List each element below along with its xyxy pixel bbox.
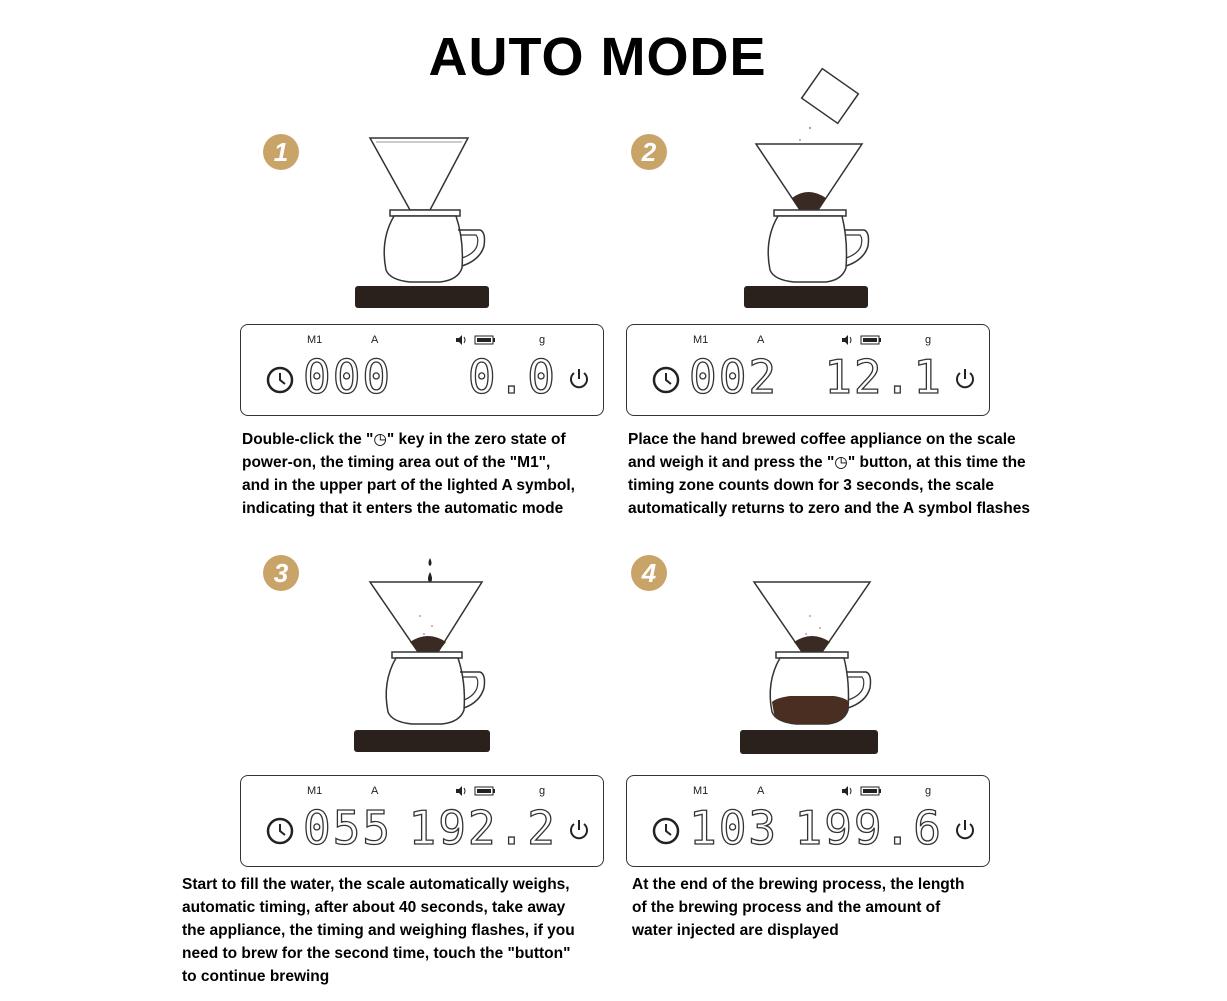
speaker-battery-icon bbox=[455, 784, 497, 798]
desc-line: the appliance, the timing and weighing flashes, if you bbox=[182, 922, 575, 939]
step-2-badge: 2 bbox=[631, 134, 667, 170]
auto-label: A bbox=[371, 785, 379, 797]
step-4-scale-display bbox=[626, 775, 990, 867]
step-1-scale-display bbox=[240, 324, 604, 416]
weight-digits: 192.2 bbox=[408, 801, 557, 855]
desc-line: to continue brewing bbox=[182, 968, 330, 985]
weight-digits: 0.0 bbox=[467, 350, 557, 404]
page-title: AUTO MODE bbox=[428, 27, 767, 87]
desc-line: Double-click the "◷" key in the zero state of bbox=[242, 431, 566, 448]
unit-label: g bbox=[539, 334, 546, 346]
step-2-description bbox=[628, 428, 1030, 520]
mode-label: M1 bbox=[307, 334, 323, 346]
step-3-description bbox=[182, 873, 575, 988]
speaker-battery-icon bbox=[841, 784, 883, 798]
step-3-badge: 3 bbox=[263, 555, 299, 591]
timer-digits: 103 bbox=[689, 801, 779, 855]
step-3-scale-display bbox=[240, 775, 604, 867]
unit-label: g bbox=[539, 785, 546, 797]
mode-label: M1 bbox=[693, 785, 709, 797]
step-4-description bbox=[632, 873, 964, 942]
auto-label: A bbox=[757, 785, 765, 797]
desc-line: At the end of the brewing process, the length bbox=[632, 876, 965, 893]
step-3-illustration bbox=[340, 556, 500, 756]
clock-icon bbox=[265, 365, 295, 395]
speaker-battery-icon bbox=[841, 333, 883, 347]
clock-icon bbox=[651, 365, 681, 395]
weight-digits: 12.1 bbox=[824, 350, 943, 404]
desc-line: indicating that it enters the automatic mode bbox=[242, 500, 564, 517]
step-2-illustration bbox=[730, 68, 880, 312]
desc-line: water injected are displayed bbox=[632, 922, 839, 939]
timer-digits: 000 bbox=[303, 350, 393, 404]
desc-line: need to brew for the second time, touch the "button" bbox=[182, 945, 571, 962]
power-icon bbox=[567, 367, 591, 391]
clock-icon bbox=[265, 816, 295, 846]
desc-line: automatic timing, after about 40 seconds, take away bbox=[182, 899, 566, 916]
step-2-scale-display bbox=[626, 324, 990, 416]
step-4-illustration bbox=[730, 576, 890, 758]
desc-line: Start to fill the water, the scale automatically weighs, bbox=[182, 876, 570, 893]
mode-label: M1 bbox=[693, 334, 709, 346]
desc-line: Place the hand brewed coffee appliance on the scale bbox=[628, 431, 1016, 448]
weight-digits: 199.6 bbox=[794, 801, 943, 855]
step-4-badge: 4 bbox=[631, 555, 667, 591]
step-1-badge: 1 bbox=[263, 134, 299, 170]
clock-icon bbox=[651, 816, 681, 846]
mode-label: M1 bbox=[307, 785, 323, 797]
unit-label: g bbox=[925, 334, 932, 346]
timer-digits: 002 bbox=[689, 350, 779, 404]
step-1-description bbox=[242, 428, 575, 520]
desc-line: of the brewing process and the amount of bbox=[632, 899, 941, 916]
step-1-illustration bbox=[340, 130, 500, 312]
desc-line: and weigh it and press the "◷" button, at this time the bbox=[628, 454, 1026, 471]
timer-digits: 055 bbox=[303, 801, 393, 855]
power-icon bbox=[567, 818, 591, 842]
unit-label: g bbox=[925, 785, 932, 797]
auto-label: A bbox=[757, 334, 765, 346]
desc-line: power-on, the timing area out of the "M1", bbox=[242, 454, 551, 471]
desc-line: automatically returns to zero and the A symbol flashes bbox=[628, 500, 1030, 517]
speaker-battery-icon bbox=[455, 333, 497, 347]
power-icon bbox=[953, 367, 977, 391]
desc-line: and in the upper part of the lighted A symbol, bbox=[242, 477, 575, 494]
desc-line: timing zone counts down for 3 seconds, the scale bbox=[628, 477, 995, 494]
auto-label: A bbox=[371, 334, 379, 346]
power-icon bbox=[953, 818, 977, 842]
